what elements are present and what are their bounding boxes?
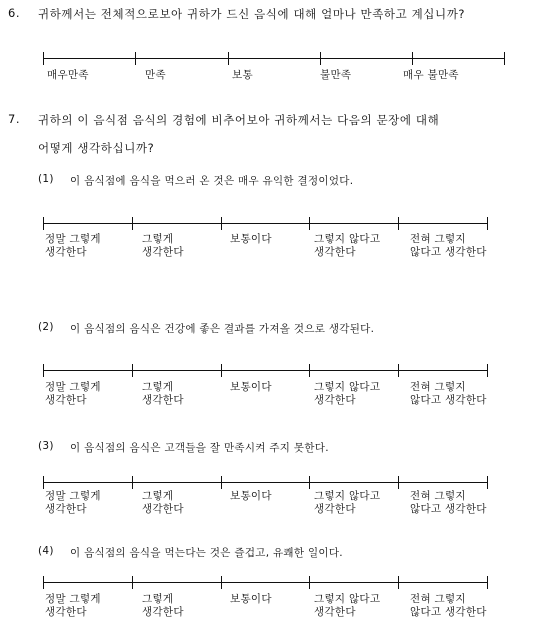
q7-item2-text: 이 음식점의 음식은 건강에 좋은 결과를 가져올 것으로 생각된다.	[70, 323, 375, 335]
q6-option-dissatisfied: 불만족	[320, 69, 352, 81]
q7-item1-number: (1)	[38, 173, 54, 185]
q7-item3-opt4: 그렇지 않다고 생각한다	[314, 490, 381, 515]
scale-tick-3[interactable]	[221, 217, 222, 230]
scale-tick-6[interactable]	[487, 576, 488, 589]
q6-option-very-dissatisfied: 매우 불만족	[403, 69, 459, 81]
scale-tick-4[interactable]	[309, 217, 310, 230]
q6-option-satisfied: 만족	[145, 69, 166, 81]
scale-line	[43, 58, 505, 59]
q7-item3-opt5: 전혀 그렇지 않다고 생각한다	[410, 490, 487, 515]
q7-item2-opt4: 그렇지 않다고 생각한다	[314, 381, 381, 406]
scale-tick-4[interactable]	[320, 52, 321, 65]
q7-item4-opt1: 정말 그렇게 생각한다	[45, 593, 101, 618]
q7-item4-opt5: 전혀 그렇지 않다고 생각한다	[410, 593, 487, 618]
scale-tick-4[interactable]	[309, 576, 310, 589]
q6-option-neutral: 보통	[232, 69, 253, 81]
q6-scale[interactable]	[43, 52, 505, 66]
q7-item4-text: 이 음식점의 음식을 먹는다는 것은 즐겁고, 유쾌한 일이다.	[70, 547, 343, 559]
q7-item2-number: (2)	[38, 321, 54, 333]
scale-tick-3[interactable]	[221, 576, 222, 589]
q6-number: 6.	[8, 6, 21, 20]
scale-tick-3[interactable]	[228, 52, 229, 65]
q7-item3-opt2: 그렇게 생각한다	[142, 490, 184, 515]
q7-item3-text: 이 음식점의 음식은 고객들을 잘 만족시켜 주지 못한다.	[70, 442, 329, 454]
q7-item1-opt4: 그렇지 않다고 생각한다	[314, 233, 381, 258]
q7-item2-scale[interactable]	[43, 364, 488, 378]
q7-item2-opt5: 전혀 그렇지 않다고 생각한다	[410, 381, 487, 406]
q7-item3-opt1: 정말 그렇게 생각한다	[45, 490, 101, 515]
q7-item4-opt3: 보통이다	[230, 593, 272, 605]
scale-line	[43, 582, 488, 583]
scale-line	[43, 223, 488, 224]
scale-tick-2[interactable]	[132, 364, 133, 377]
scale-tick-3[interactable]	[221, 364, 222, 377]
scale-tick-5[interactable]	[398, 364, 399, 377]
scale-tick-5[interactable]	[398, 476, 399, 489]
q7-text-line1: 귀하의 이 음식점 음식의 경험에 비추어보아 귀하께서는 다음의 문장에 대해	[38, 113, 440, 127]
scale-tick-4[interactable]	[309, 364, 310, 377]
scale-tick-2[interactable]	[132, 217, 133, 230]
q6-text: 귀하께서는 전체적으로보아 귀하가 드신 음식에 대해 얼마나 만족하고 계십니까?	[38, 7, 466, 21]
q7-item1-text: 이 음식점에 음식을 먹으러 온 것은 매우 유익한 결정이었다.	[70, 175, 354, 187]
q7-item1-opt3: 보통이다	[230, 233, 272, 245]
q7-number: 7.	[8, 112, 21, 126]
scale-tick-6[interactable]	[487, 217, 488, 230]
scale-tick-2[interactable]	[135, 52, 136, 65]
q7-item3-number: (3)	[38, 440, 54, 452]
scale-tick-1[interactable]	[43, 576, 44, 589]
q6-option-very-satisfied: 매우만족	[47, 69, 89, 81]
scale-line	[43, 482, 488, 483]
scale-tick-5[interactable]	[398, 217, 399, 230]
q7-item4-number: (4)	[38, 545, 54, 557]
q7-item2-opt1: 정말 그렇게 생각한다	[45, 381, 101, 406]
q7-item1-opt2: 그렇게 생각한다	[142, 233, 184, 258]
scale-tick-1[interactable]	[43, 217, 44, 230]
scale-tick-3[interactable]	[221, 476, 222, 489]
scale-tick-2[interactable]	[132, 476, 133, 489]
q7-item1-opt5: 전혀 그렇지 않다고 생각한다	[410, 233, 487, 258]
scale-line	[43, 370, 488, 371]
scale-tick-6[interactable]	[487, 476, 488, 489]
scale-tick-6[interactable]	[487, 364, 488, 377]
scale-tick-5[interactable]	[398, 576, 399, 589]
scale-tick-2[interactable]	[132, 576, 133, 589]
q7-item3-opt3: 보통이다	[230, 490, 272, 502]
scale-tick-1[interactable]	[43, 52, 44, 65]
scale-tick-5[interactable]	[412, 52, 413, 65]
q7-item4-opt4: 그렇지 않다고 생각한다	[314, 593, 381, 618]
q7-item2-opt2: 그렇게 생각한다	[142, 381, 184, 406]
scale-tick-6[interactable]	[504, 52, 505, 65]
q7-item4-opt2: 그렇게 생각한다	[142, 593, 184, 618]
scale-tick-1[interactable]	[43, 476, 44, 489]
q7-item1-scale[interactable]	[43, 217, 488, 231]
q7-item1-opt1: 정말 그렇게 생각한다	[45, 233, 101, 258]
scale-tick-1[interactable]	[43, 364, 44, 377]
q7-item3-scale[interactable]	[43, 476, 488, 490]
q7-item2-opt3: 보통이다	[230, 381, 272, 393]
scale-tick-4[interactable]	[309, 476, 310, 489]
q7-item4-scale[interactable]	[43, 576, 488, 590]
q7-text-line2: 어떻게 생각하십니까?	[38, 141, 155, 155]
